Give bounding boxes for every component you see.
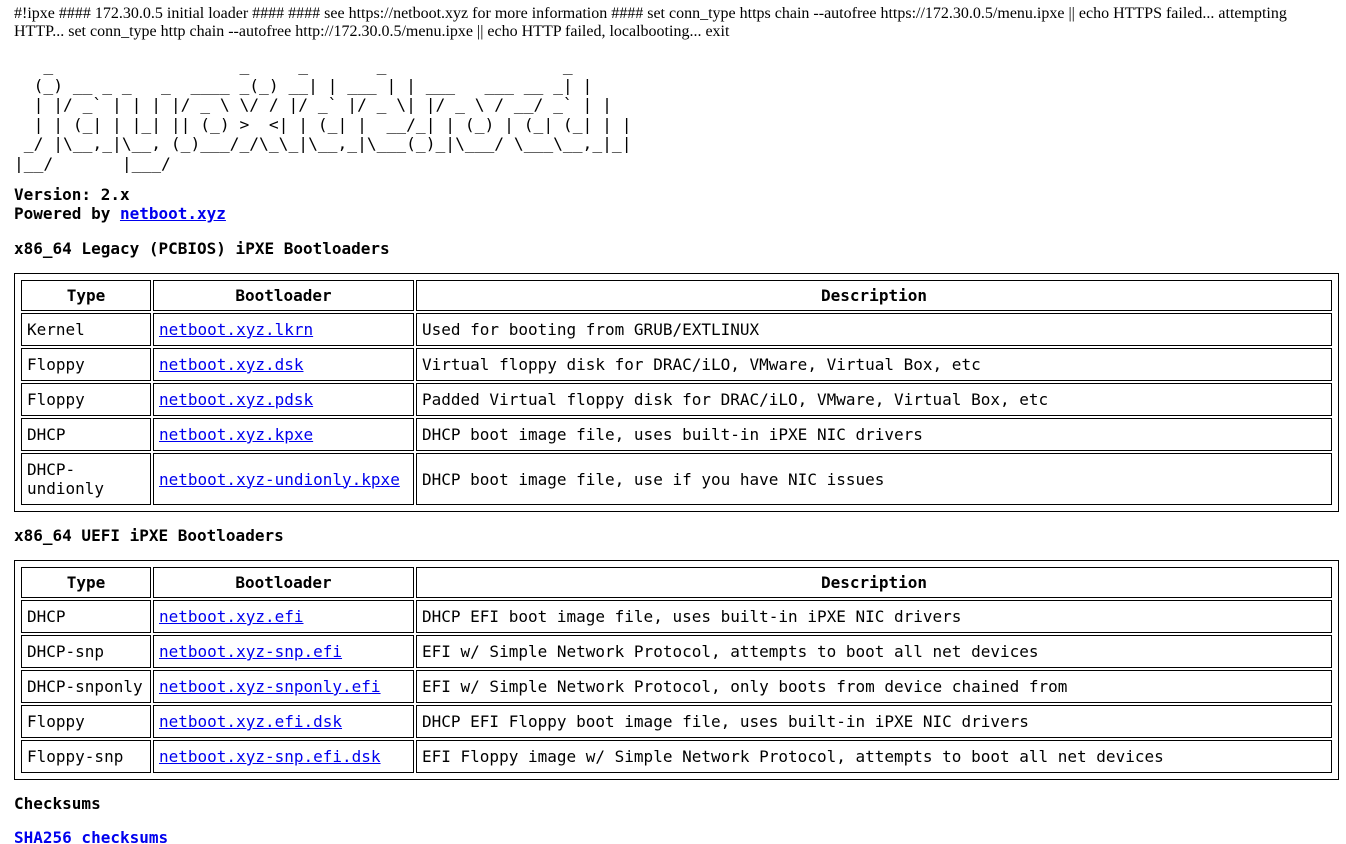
bootloader-cell	[153, 348, 414, 381]
column-header-type: Type	[21, 280, 151, 311]
bootloader-cell	[153, 418, 414, 451]
netboot-home-link[interactable]: netboot.xyz	[119, 204, 226, 223]
bootloader-cell	[153, 635, 414, 668]
type-cell: DHCP-snponly	[21, 670, 151, 703]
bootloader-download-link[interactable]: netboot.xyz-snp.efi	[159, 642, 343, 661]
version-block	[14, 185, 1339, 223]
type-cell: DHCP	[21, 600, 151, 633]
type-cell: DHCP-undionly	[21, 453, 151, 505]
bootloader-download-link[interactable]: netboot.xyz.efi	[159, 607, 304, 626]
bootloader-download-link[interactable]: netboot.xyz.lkrn	[159, 320, 314, 339]
table-row	[21, 348, 1332, 381]
table-row	[21, 740, 1332, 773]
description-cell: DHCP boot image file, uses built-in iPXE NIC drivers	[416, 418, 1332, 451]
table-row	[21, 313, 1332, 346]
powered-by-prefix: Powered by	[14, 204, 120, 223]
table-row	[21, 418, 1332, 451]
description-cell: Virtual floppy disk for DRAC/iLO, VMware, Virtual Box, etc	[416, 348, 1332, 381]
table-row	[21, 635, 1332, 668]
ascii-banner: _ _ _ _ _ (_) __ _ _ _ ____ _(_) __| | ___ | | ___ ___ __ _| | | |/ _` | | | |/ _ \ \/ / |/ _` |/ _ \| |/ _ \ / __/ _` | | | | (_| | |_| || (_) > <| | (_| | __/_| | (_) | (_| (_| | | _/ |\__,_|\__, (_)___/_/\_\_|\__,_|\___(_)_|\___/ \___\__,_|_| |__/ |___/	[14, 56, 632, 173]
bootloader-download-link[interactable]: netboot.xyz-snponly.efi	[159, 677, 381, 696]
bootloader-cell	[153, 383, 414, 416]
type-cell: DHCP-snp	[21, 635, 151, 668]
description-cell: EFI w/ Simple Network Protocol, only boots from device chained from	[416, 670, 1332, 703]
description-cell: DHCP EFI Floppy boot image file, uses built-in iPXE NIC drivers	[416, 705, 1332, 738]
column-header-bootloader: Bootloader	[153, 280, 414, 311]
table-row	[21, 705, 1332, 738]
bootloader-download-link[interactable]: netboot.xyz.efi.dsk	[159, 712, 343, 731]
sha256-checksums-link[interactable]: SHA256 checksums	[14, 828, 169, 844]
bootloader-cell	[153, 600, 414, 633]
type-cell: Floppy	[21, 348, 151, 381]
description-cell: EFI w/ Simple Network Protocol, attempts to boot all net devices	[416, 635, 1332, 668]
bootloader-cell	[153, 313, 414, 346]
bootloader-cell	[153, 453, 414, 505]
ipxe-script-text: #!ipxe #### 172.30.0.5 initial loader #### #### see https://netboot.xyz for more information #### set conn_type https chain --autofree https://172.30.0.5/menu.ipxe || echo HTTPS failed... attempting HTTP... set conn_type http chain --autofree http://172.30.0.5/menu.ipxe || echo HTTP failed, localbooting... exit	[14, 5, 1287, 40]
bootloader-download-link[interactable]: netboot.xyz.pdsk	[159, 390, 314, 409]
window-scroll-edge	[1340, 0, 1346, 844]
column-header-description: Description	[416, 280, 1332, 311]
table-row	[21, 453, 1332, 505]
type-cell: Floppy	[21, 705, 151, 738]
description-cell: Used for booting from GRUB/EXTLINUX	[416, 313, 1332, 346]
column-header-description: Description	[416, 567, 1332, 598]
uefi-bootloaders-table	[14, 560, 1339, 780]
version-label: Version: 2.x	[14, 185, 130, 204]
uefi-section-title: x86_64 UEFI iPXE Bootloaders	[14, 526, 284, 545]
legacy-section-title: x86_64 Legacy (PCBIOS) iPXE Bootloaders	[14, 239, 390, 258]
type-cell: Floppy-snp	[21, 740, 151, 773]
column-header-bootloader: Bootloader	[153, 567, 414, 598]
powered-by-line	[14, 204, 1339, 223]
checksums-section-title: Checksums	[14, 794, 101, 813]
description-cell: DHCP EFI boot image file, uses built-in iPXE NIC drivers	[416, 600, 1332, 633]
table-row	[21, 383, 1332, 416]
bootloader-download-link[interactable]: netboot.xyz.kpxe	[159, 425, 314, 444]
bootloader-download-link[interactable]: netboot.xyz-undionly.kpxe	[159, 469, 400, 489]
bootloader-cell	[153, 740, 414, 773]
type-cell: DHCP	[21, 418, 151, 451]
bootloader-download-link[interactable]: netboot.xyz.dsk	[159, 355, 304, 374]
bootloader-cell	[153, 670, 414, 703]
page-content	[14, 5, 1339, 844]
bootloader-cell	[153, 705, 414, 738]
type-cell: Kernel	[21, 313, 151, 346]
type-cell: Floppy	[21, 383, 151, 416]
legacy-bootloaders-table	[14, 273, 1339, 512]
description-cell: DHCP boot image file, use if you have NIC issues	[416, 453, 1332, 505]
description-cell: Padded Virtual floppy disk for DRAC/iLO, VMware, Virtual Box, etc	[416, 383, 1332, 416]
bootloader-download-link[interactable]: netboot.xyz-snp.efi.dsk	[159, 747, 381, 766]
table-row	[21, 670, 1332, 703]
table-header-row	[21, 280, 1332, 311]
description-cell: EFI Floppy image w/ Simple Network Protocol, attempts to boot all net devices	[416, 740, 1332, 773]
table-row	[21, 600, 1332, 633]
table-header-row	[21, 567, 1332, 598]
column-header-type: Type	[21, 567, 151, 598]
